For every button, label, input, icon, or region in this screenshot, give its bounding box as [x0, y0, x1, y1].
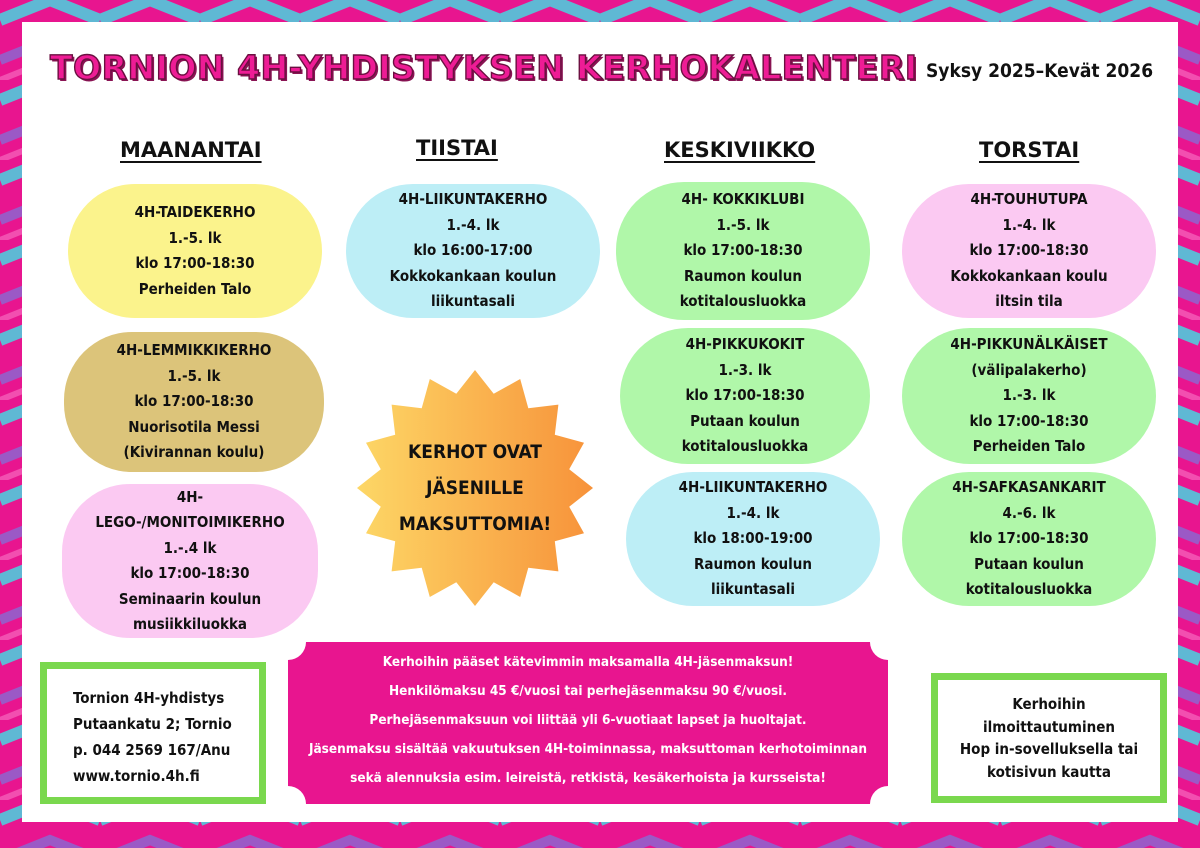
club-grades: 1.-5. lk [168, 228, 222, 247]
club-place-detail: kotitalousluokka [679, 292, 807, 311]
day-heading-tuesday: TIISTAI [416, 136, 498, 160]
club-name: 4H- KOKKIKLUBI [681, 190, 805, 209]
club-place: Raumon koulun [693, 554, 813, 573]
signup-box [931, 673, 1167, 803]
club-grades: 1.-4. lk [446, 215, 500, 234]
club-name: 4H-LIIKUNTAKERHO [398, 190, 548, 209]
membership-line-3: Perhejäsenmaksuun voi liittää yli 6-vuotiaat lapset ja huoltajat. [369, 712, 807, 728]
club-time: klo 17:00-18:30 [134, 392, 254, 411]
club-time: klo 18:00-19:00 [693, 529, 813, 548]
club-name: 4H-PIKKUNÄLKÄISET [950, 335, 1108, 354]
club-grades: 1.-4. lk [726, 503, 780, 522]
club-grades: 1.-5. lk [716, 215, 770, 234]
starburst-line-1: KERHOT OVAT [408, 441, 542, 463]
club-place-detail: iltsin tila [995, 292, 1063, 311]
club-time: klo 17:00-18:30 [969, 411, 1089, 430]
day-heading-thursday: TORSTAI [979, 138, 1080, 162]
season-label: Syksy 2025–Kevät 2026 [926, 60, 1154, 82]
club-name: 4H-TAIDEKERHO [134, 203, 256, 221]
club-time: klo 17:00-18:30 [130, 564, 250, 582]
signup-line-3: Hop in-sovelluksella tai [959, 740, 1139, 758]
club-place-detail: liikuntasali [711, 580, 795, 599]
club-place: Perheiden Talo [138, 279, 252, 298]
club-time: klo 17:00-18:30 [969, 529, 1089, 548]
club-grades: 1.-3. lk [718, 360, 772, 379]
club-place-detail: kotitalousluokka [965, 580, 1093, 599]
club-place: Nuorisotila Messi [128, 417, 260, 436]
club-name: 4H-PIKKUKOKIT [685, 335, 805, 354]
club-card-lego [62, 484, 318, 638]
membership-line-5: sekä alennuksia esim. leireistä, retkistä, kesäkerhoista ja kursseista! [350, 770, 826, 786]
starburst-line-2: JÄSENILLE [426, 477, 524, 499]
club-grades: 1.-.4 lk [163, 538, 217, 557]
club-name: 4H-SAFKASANKARIT [952, 478, 1106, 497]
club-card-touhutupa [902, 184, 1156, 318]
club-place-detail: liikuntasali [431, 292, 515, 311]
club-time: klo 17:00-18:30 [135, 254, 255, 272]
contact-address: Putaankatu 2; Tornio [73, 715, 232, 733]
day-heading-monday: MAANANTAI [120, 138, 262, 162]
club-place: Putaan koulun [690, 411, 800, 430]
contact-box [40, 662, 266, 804]
club-subtitle: (välipalakerho) [971, 360, 1087, 379]
club-card-cooking [616, 182, 870, 320]
club-place: Perheiden Talo [972, 437, 1086, 456]
club-name: LEGO-/MONITOIMIKERHO [95, 513, 285, 531]
signup-line-1: Kerhoihin [1012, 695, 1086, 713]
club-card-art [68, 184, 322, 318]
club-grades: 1.-3. lk [1002, 386, 1056, 405]
signup-line-4: kotisivun kautta [987, 762, 1111, 781]
club-name-prefix: 4H- [176, 487, 204, 506]
club-time: klo 17:00-18:30 [683, 241, 803, 260]
contact-phone: p. 044 2569 167/Anu [73, 741, 231, 759]
club-card-sports-tue [346, 184, 600, 318]
club-time: klo 16:00-17:00 [413, 241, 533, 260]
starburst-line-3: MAKSUTTOMIA! [398, 513, 552, 535]
club-place-detail: (Kivirannan koulu) [123, 443, 265, 462]
club-place: Putaan koulun [974, 554, 1084, 573]
club-name: 4H-LEMMIKKIKERHO [116, 341, 272, 360]
club-place: Kokkokankaan koulun [389, 266, 557, 285]
club-place-detail: kotitalousluokka [681, 437, 809, 456]
signup-line-2: ilmoittautuminen [983, 717, 1115, 736]
club-card-pets [64, 332, 324, 472]
page-title: TORNION 4H-YHDISTYKSEN KERHOKALENTERI [50, 48, 918, 87]
club-grades: 4.-6. lk [1002, 503, 1056, 522]
starburst-text [355, 368, 595, 608]
membership-line-4: Jäsenmaksu sisältää vakuutuksen 4H-toiminnassa, maksuttoman kerhotoiminnan [308, 741, 868, 757]
club-place: Raumon koulun [683, 266, 803, 285]
club-card-little-cooks [620, 328, 870, 464]
club-card-sports-wed [626, 472, 880, 606]
club-place: Kokkokankaan koulu [950, 266, 1108, 285]
club-grades: 1.-4. lk [1002, 215, 1056, 234]
club-place: Seminaarin koulun [118, 589, 262, 608]
contact-website: www.tornio.4h.fi [73, 767, 200, 785]
club-time: klo 17:00-18:30 [969, 241, 1089, 260]
club-card-safkasankarit [902, 472, 1156, 606]
club-place-detail: musiikkiluokka [132, 615, 248, 633]
club-grades: 1.-5. lk [167, 366, 221, 385]
club-name: 4H-TOUHUTUPA [970, 190, 1088, 209]
club-name: 4H-LIIKUNTAKERHO [678, 478, 828, 497]
club-time: klo 17:00-18:30 [685, 386, 805, 405]
membership-line-2: Henkilömaksu 45 €/vuosi tai perhejäsenmaksu 90 €/vuosi. [389, 683, 787, 699]
club-card-snack [902, 328, 1156, 464]
contact-org: Tornion 4H-yhdistys [73, 689, 225, 707]
membership-line-1: Kerhoihin pääset kätevimmin maksamalla 4H-jäsenmaksun! [382, 654, 794, 670]
day-heading-wednesday: KESKIVIIKKO [664, 138, 816, 162]
membership-info-banner [288, 642, 888, 804]
free-clubs-starburst [355, 368, 595, 608]
